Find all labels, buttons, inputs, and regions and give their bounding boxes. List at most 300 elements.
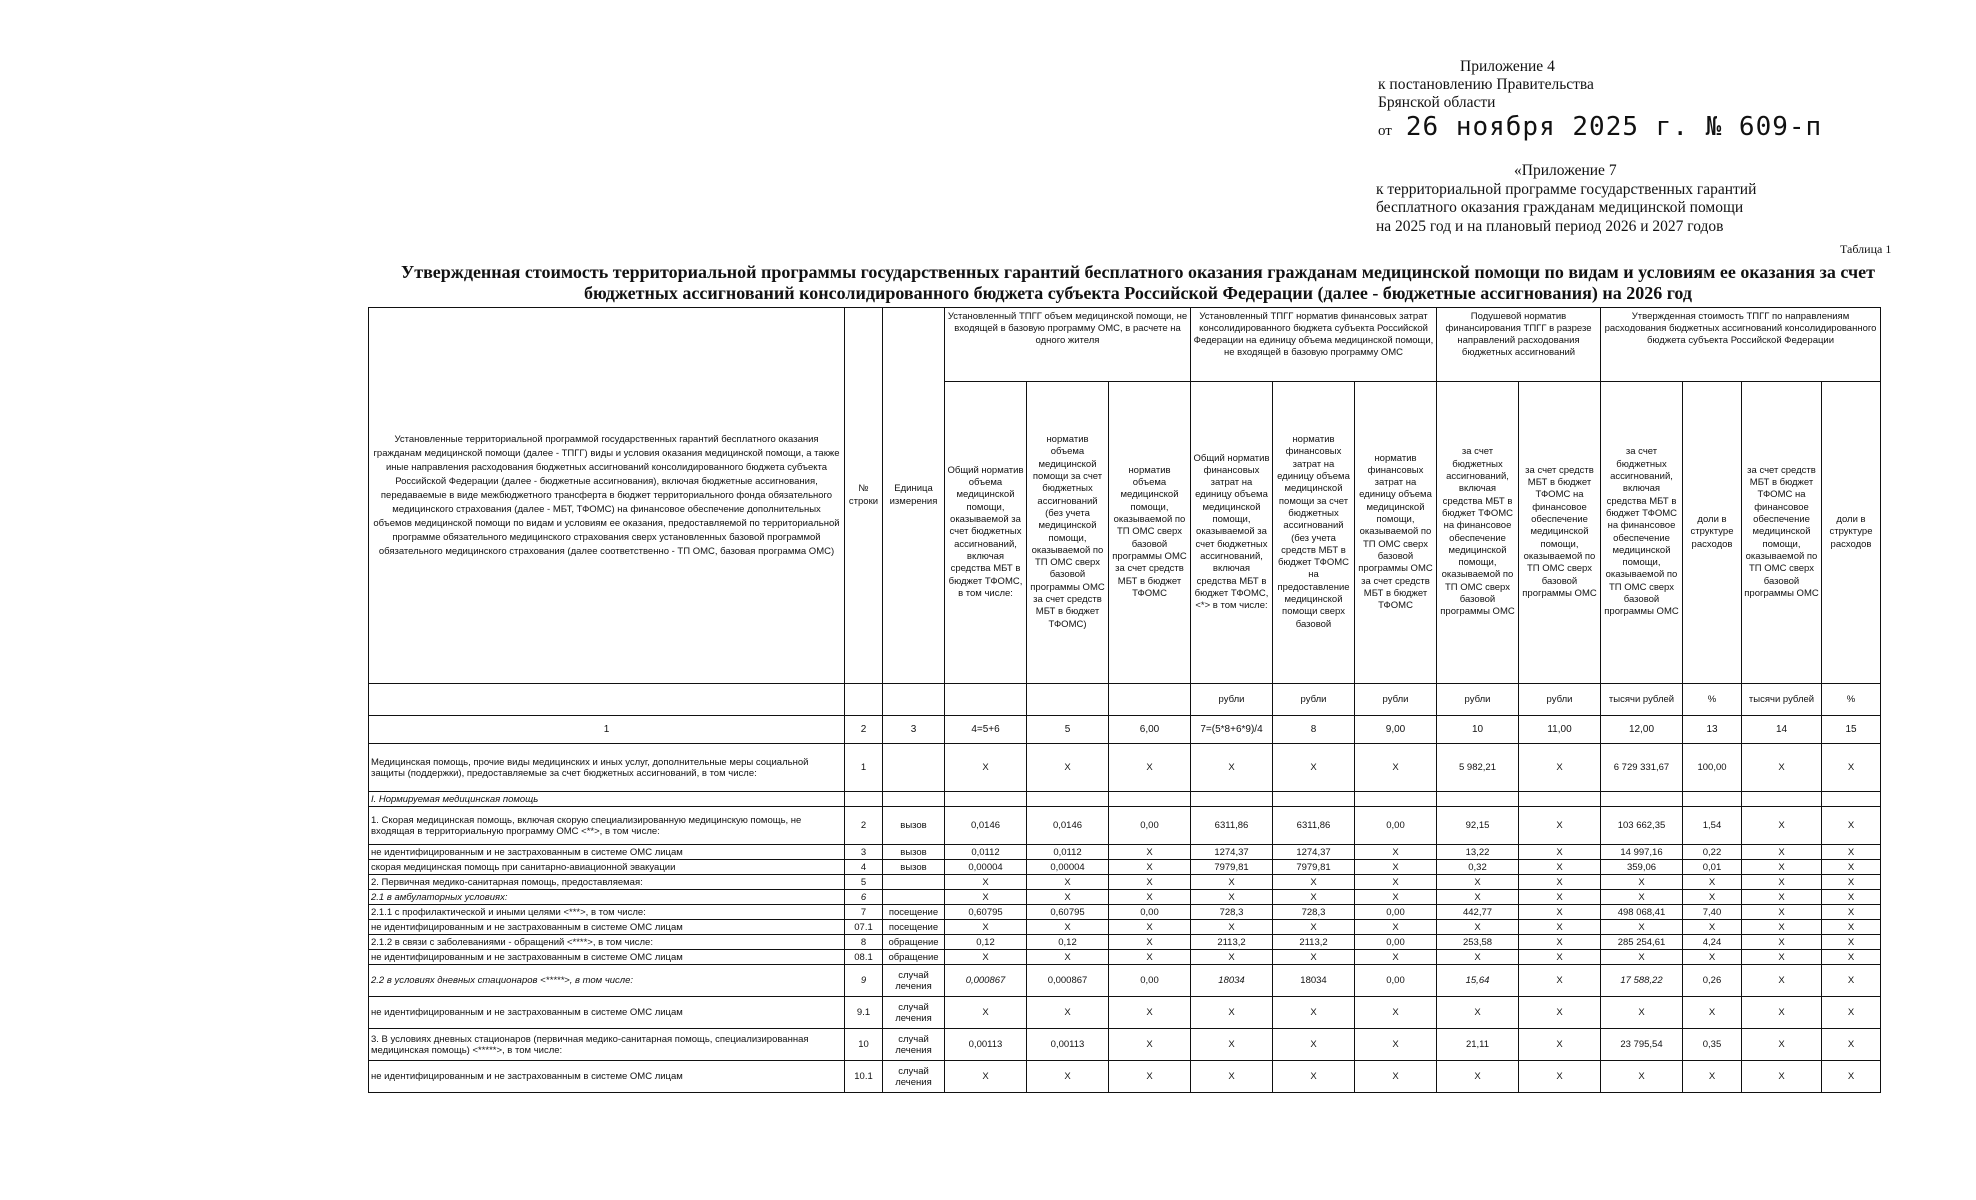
value-cell: X bbox=[1683, 875, 1742, 890]
value-cell: X bbox=[1683, 890, 1742, 905]
table-row bbox=[369, 965, 1881, 997]
value-cell: X bbox=[1273, 920, 1355, 935]
value-cell: 0,00 bbox=[1355, 905, 1437, 920]
value-cell: 0,12 bbox=[1027, 935, 1109, 950]
row-unit: вызов bbox=[883, 860, 945, 875]
annex-ref-line: к территориальной программе государственных гарантий bbox=[1376, 180, 1757, 198]
row-unit: вызов bbox=[883, 807, 945, 845]
annex-date: от 26 ноября 2025 г. № 609-п bbox=[1378, 112, 1823, 142]
value-cell: X bbox=[1109, 845, 1191, 860]
col-number: 6,00 bbox=[1109, 716, 1191, 744]
value-cell: 13,22 bbox=[1437, 845, 1519, 860]
value-cell: 0,00 bbox=[1109, 807, 1191, 845]
value-cell: 1274,37 bbox=[1273, 845, 1355, 860]
value-cell: X bbox=[1355, 875, 1437, 890]
value-cell: 14 997,16 bbox=[1601, 845, 1683, 860]
row-unit: обращение bbox=[883, 935, 945, 950]
row-number: 07.1 bbox=[845, 920, 883, 935]
value-cell bbox=[1437, 792, 1519, 807]
table-row bbox=[369, 890, 1881, 905]
value-cell: X bbox=[1519, 965, 1601, 997]
annex-reference bbox=[1376, 162, 1936, 236]
value-cell: X bbox=[1191, 920, 1273, 935]
value-cell: X bbox=[1355, 950, 1437, 965]
value-cell: 0,00 bbox=[1355, 935, 1437, 950]
value-cell: X bbox=[1742, 965, 1822, 997]
table-row bbox=[369, 845, 1881, 860]
col-number: 14 bbox=[1742, 716, 1822, 744]
col-number: 9,00 bbox=[1355, 716, 1437, 744]
unit-cell bbox=[1027, 684, 1109, 716]
row-number: 5 bbox=[845, 875, 883, 890]
value-cell: 0,00113 bbox=[1027, 1029, 1109, 1061]
value-cell: X bbox=[1683, 920, 1742, 935]
value-cell: X bbox=[1437, 890, 1519, 905]
value-cell: X bbox=[1742, 920, 1822, 935]
value-cell: X bbox=[1109, 935, 1191, 950]
unit-cell: рубли bbox=[1273, 684, 1355, 716]
value-cell: 498 068,41 bbox=[1601, 905, 1683, 920]
row-number: 4 bbox=[845, 860, 883, 875]
col-number: 13 bbox=[1683, 716, 1742, 744]
value-cell: 1,54 bbox=[1683, 807, 1742, 845]
value-cell: 92,15 bbox=[1437, 807, 1519, 845]
value-cell: X bbox=[1519, 875, 1601, 890]
header-sub: норматив финансовых затрат на единицу объема медицинской помощи за счет бюджетных ассигнований (без учета средств МБТ в бюджет ТФОМС на предоставление медицинской помощи сверх базовой bbox=[1273, 382, 1355, 684]
col-number: 1 bbox=[369, 716, 845, 744]
value-cell: X bbox=[1519, 807, 1601, 845]
value-cell: X bbox=[1742, 905, 1822, 920]
row-number bbox=[845, 792, 883, 807]
header-sub: доли в структуре расходов bbox=[1822, 382, 1881, 684]
value-cell: X bbox=[1109, 1061, 1191, 1093]
row-description: не идентифицированным и не застрахованным в системе ОМС лицам bbox=[369, 845, 845, 860]
value-cell: X bbox=[1191, 997, 1273, 1029]
header-sub: Общий норматив объема медицинской помощи, оказываемой за счет бюджетных ассигнований, включая средства МБТ в бюджет ТФОМС, в том числе: bbox=[945, 382, 1027, 684]
header-sub: норматив объема медицинской помощи, оказываемой по ТП ОМС сверх базовой программы ОМС за счет средств МБТ в бюджет ТФОМС bbox=[1109, 382, 1191, 684]
value-cell: X bbox=[1109, 997, 1191, 1029]
value-cell: X bbox=[1437, 1061, 1519, 1093]
header-volume-group: Установленный ТПГГ объем медицинской помощи, не входящей в базовую программу ОМС, в расчете на одного жителя bbox=[945, 308, 1191, 382]
row-number: 8 bbox=[845, 935, 883, 950]
value-cell: 0,22 bbox=[1683, 845, 1742, 860]
row-description: 2.1 в амбулаторных условиях: bbox=[369, 890, 845, 905]
value-cell: X bbox=[1027, 920, 1109, 935]
header-per-capita-group: Подушевой норматив финансирования ТПГГ в разрезе направлений расходования бюджетных ассигнований bbox=[1437, 308, 1601, 382]
value-cell: 0,000867 bbox=[945, 965, 1027, 997]
value-cell: X bbox=[1437, 920, 1519, 935]
value-cell: 0,00 bbox=[1109, 965, 1191, 997]
row-description: Медицинская помощь, прочие виды медицинских и иных услуг, дополнительные меры социальной защиты (поддержки), предоставляемые за счет бюджетных ассигнований, в том числе: bbox=[369, 744, 845, 792]
row-number: 9.1 bbox=[845, 997, 883, 1029]
value-cell: X bbox=[945, 744, 1027, 792]
value-cell: X bbox=[1519, 920, 1601, 935]
value-cell: 0,60795 bbox=[1027, 905, 1109, 920]
value-cell: X bbox=[1027, 950, 1109, 965]
value-cell: X bbox=[1519, 845, 1601, 860]
value-cell: X bbox=[1822, 890, 1881, 905]
value-cell: 0,00113 bbox=[945, 1029, 1027, 1061]
row-description: не идентифицированным и не застрахованным в системе ОМС лицам bbox=[369, 1061, 845, 1093]
value-cell: X bbox=[1437, 997, 1519, 1029]
value-cell: X bbox=[1742, 950, 1822, 965]
value-cell bbox=[1601, 792, 1683, 807]
row-unit bbox=[883, 875, 945, 890]
annex-header bbox=[1378, 58, 1938, 146]
table-row bbox=[369, 1061, 1881, 1093]
value-cell: X bbox=[1601, 890, 1683, 905]
value-cell: 0,0112 bbox=[1027, 845, 1109, 860]
value-cell: X bbox=[1355, 997, 1437, 1029]
value-cell: X bbox=[1191, 744, 1273, 792]
value-cell: X bbox=[945, 950, 1027, 965]
table-row bbox=[369, 950, 1881, 965]
row-unit bbox=[883, 744, 945, 792]
value-cell: 5 982,21 bbox=[1437, 744, 1519, 792]
value-cell: X bbox=[1027, 875, 1109, 890]
value-cell: X bbox=[1109, 860, 1191, 875]
value-cell: X bbox=[1601, 875, 1683, 890]
header-sub: Общий норматив финансовых затрат на единицу объема медицинской помощи, оказываемой за счет бюджетных ассигнований, включая средства МБТ в бюджет ТФОМС, <*> в том числе: bbox=[1191, 382, 1273, 684]
value-cell: X bbox=[1027, 744, 1109, 792]
value-cell: 23 795,54 bbox=[1601, 1029, 1683, 1061]
value-cell: 253,58 bbox=[1437, 935, 1519, 950]
value-cell: X bbox=[1519, 905, 1601, 920]
table-label: Таблица 1 bbox=[1840, 242, 1892, 256]
value-cell: X bbox=[1519, 1029, 1601, 1061]
value-cell: X bbox=[1519, 890, 1601, 905]
value-cell: X bbox=[1027, 890, 1109, 905]
unit-cell bbox=[845, 684, 883, 716]
table-row bbox=[369, 935, 1881, 950]
value-cell: 7,40 bbox=[1683, 905, 1742, 920]
row-description: 2.1.2 в связи с заболеваниями - обращений <****>, в том числе: bbox=[369, 935, 845, 950]
unit-cell: тысячи рублей bbox=[1601, 684, 1683, 716]
value-cell: X bbox=[1191, 1061, 1273, 1093]
value-cell: X bbox=[1273, 1029, 1355, 1061]
col-number: 3 bbox=[883, 716, 945, 744]
value-cell: X bbox=[1601, 950, 1683, 965]
value-cell: 15,64 bbox=[1437, 965, 1519, 997]
value-cell: X bbox=[1822, 744, 1881, 792]
header-sub: за счет средств МБТ в бюджет ТФОМС на финансовое обеспечение медицинской помощи, оказываемой по ТП ОМС сверх базовой программы ОМС bbox=[1519, 382, 1601, 684]
value-cell: 7979,81 bbox=[1191, 860, 1273, 875]
col-number: 4=5+6 bbox=[945, 716, 1027, 744]
value-cell: X bbox=[1822, 875, 1881, 890]
value-cell bbox=[1109, 792, 1191, 807]
value-cell: X bbox=[1822, 845, 1881, 860]
value-cell: X bbox=[1273, 950, 1355, 965]
header-cost-norm-group: Установленный ТПГГ норматив финансовых затрат консолидированного бюджета субъекта Российской Федерации на единицу объема медицинской помощи, не входящей в базовую программу ОМС bbox=[1191, 308, 1437, 382]
value-cell: 442,77 bbox=[1437, 905, 1519, 920]
header-description: Установленные территориальной программой государственных гарантий бесплатного оказания гражданам медицинской помощи (далее - ТПГГ) виды и условия оказания медицинской помощи, а также иные направления расходования бюджетных ассигнований консолидированного бюджета субъекта Российской Федерации (далее - бюджетные ассигнования), включая бюджетные ассигнования, передаваемые в виде межбюджетного трансферта в бюджет территориального фонда обязательного медицинского страхования (далее - МБТ, ТФОМС) на финансовое обеспечение дополнительных объемов медицинской помощи по видам и условиям ее оказания, предоставляемой по территориальной программе обязательного медицинского страхования сверх установленных базовой программой обязательного медицинского страхования (далее соответственно - ТП ОМС, базовая программа ОМС) bbox=[369, 308, 845, 684]
value-cell: 0,60795 bbox=[945, 905, 1027, 920]
value-cell: X bbox=[1109, 744, 1191, 792]
value-cell: 0,12 bbox=[945, 935, 1027, 950]
table-row bbox=[369, 875, 1881, 890]
value-cell: X bbox=[1742, 875, 1822, 890]
value-cell: 0,000867 bbox=[1027, 965, 1109, 997]
value-cell: X bbox=[1822, 1029, 1881, 1061]
value-cell: 6 729 331,67 bbox=[1601, 744, 1683, 792]
row-number: 10.1 bbox=[845, 1061, 883, 1093]
value-cell: X bbox=[1437, 950, 1519, 965]
value-cell: X bbox=[1683, 1061, 1742, 1093]
row-description: не идентифицированным и не застрахованным в системе ОМС лицам bbox=[369, 997, 845, 1029]
value-cell: X bbox=[945, 1061, 1027, 1093]
value-cell: 0,35 bbox=[1683, 1029, 1742, 1061]
unit-cell: рубли bbox=[1519, 684, 1601, 716]
title-line: бюджетных ассигнований консолидированного бюджета субъекта Российской Федерации (далее - бюджетные ассигнования) на 2026 год bbox=[583, 283, 1693, 303]
header-sub: норматив объема медицинской помощи за счет бюджетных ассигнований (без учета медицинской помощи, оказываемой по ТП ОМС сверх базовой программы ОМС за счет средств МБТ в бюджет ТФОМС) bbox=[1027, 382, 1109, 684]
row-unit: случай лечения bbox=[883, 1029, 945, 1061]
value-cell: X bbox=[1355, 920, 1437, 935]
value-cell: X bbox=[1742, 860, 1822, 875]
row-unit: случай лечения bbox=[883, 965, 945, 997]
table-row bbox=[369, 997, 1881, 1029]
row-unit: посещение bbox=[883, 905, 945, 920]
value-cell: X bbox=[1109, 950, 1191, 965]
value-cell: 17 588,22 bbox=[1601, 965, 1683, 997]
value-cell: X bbox=[1742, 935, 1822, 950]
row-description: 2. Первичная медико-санитарная помощь, предоставляемая: bbox=[369, 875, 845, 890]
value-cell: X bbox=[1273, 1061, 1355, 1093]
value-cell: 18034 bbox=[1273, 965, 1355, 997]
value-cell: 1274,37 bbox=[1191, 845, 1273, 860]
value-cell: 0,00004 bbox=[1027, 860, 1109, 875]
value-cell: 4,24 bbox=[1683, 935, 1742, 950]
table-row bbox=[369, 860, 1881, 875]
header-row-number: № строки bbox=[845, 308, 883, 684]
row-unit: обращение bbox=[883, 950, 945, 965]
column-numbers-row bbox=[369, 716, 1881, 744]
value-cell: 21,11 bbox=[1437, 1029, 1519, 1061]
value-cell: X bbox=[1273, 890, 1355, 905]
value-cell: X bbox=[1742, 744, 1822, 792]
header-sub: норматив финансовых затрат на единицу объема медицинской помощи, оказываемой по ТП ОМС сверх базовой программы ОМС за счет средств МБТ в бюджет ТФОМС bbox=[1355, 382, 1437, 684]
unit-cell bbox=[1109, 684, 1191, 716]
value-cell: X bbox=[945, 875, 1027, 890]
value-cell: X bbox=[1273, 875, 1355, 890]
value-cell: X bbox=[1742, 890, 1822, 905]
value-cell: X bbox=[1742, 807, 1822, 845]
value-cell: X bbox=[1601, 997, 1683, 1029]
value-cell: X bbox=[945, 997, 1027, 1029]
row-number: 10 bbox=[845, 1029, 883, 1061]
value-cell: X bbox=[1519, 935, 1601, 950]
title-line: Утвержденная стоимость территориальной программы государственных гарантий бесплатного оказания гражданам медицинской помощи по видам и условиям ее оказания за счет bbox=[401, 262, 1875, 282]
value-cell: X bbox=[945, 890, 1027, 905]
value-cell: X bbox=[1822, 807, 1881, 845]
row-description: 2.2 в условиях дневных стационаров <*****>, в том числе: bbox=[369, 965, 845, 997]
unit-cell: рубли bbox=[1355, 684, 1437, 716]
value-cell: 0,00 bbox=[1109, 905, 1191, 920]
value-cell: X bbox=[1109, 1029, 1191, 1061]
col-number: 11,00 bbox=[1519, 716, 1601, 744]
value-cell: X bbox=[1191, 950, 1273, 965]
value-cell: X bbox=[1742, 845, 1822, 860]
value-cell: 0,0146 bbox=[945, 807, 1027, 845]
row-number: 3 bbox=[845, 845, 883, 860]
table-row bbox=[369, 744, 1881, 792]
row-description: не идентифицированным и не застрахованным в системе ОМС лицам bbox=[369, 950, 845, 965]
row-description: 3. В условиях дневных стационаров (первичная медико-санитарная помощь, специализированная медицинская помощь) <*****>, в том числе: bbox=[369, 1029, 845, 1061]
value-cell: X bbox=[1355, 845, 1437, 860]
value-cell: 728,3 bbox=[1191, 905, 1273, 920]
row-number: 2 bbox=[845, 807, 883, 845]
value-cell: X bbox=[1822, 860, 1881, 875]
row-number: 6 bbox=[845, 890, 883, 905]
value-cell bbox=[1519, 792, 1601, 807]
value-cell: X bbox=[1519, 1061, 1601, 1093]
row-number: 9 bbox=[845, 965, 883, 997]
header-sub: доли в структуре расходов bbox=[1683, 382, 1742, 684]
value-cell: X bbox=[1027, 997, 1109, 1029]
row-description: 1. Скорая медицинская помощь, включая скорую специализированную медицинскую помощь, не входящая в территориальную программу ОМС <**>, в том числе: bbox=[369, 807, 845, 845]
value-cell: X bbox=[1109, 920, 1191, 935]
value-cell: 728,3 bbox=[1273, 905, 1355, 920]
row-description: 2.1.1 с профилактической и иными целями <***>, в том числе: bbox=[369, 905, 845, 920]
row-description: I. Нормируемая медицинская помощь bbox=[369, 792, 845, 807]
unit-cell: % bbox=[1683, 684, 1742, 716]
value-cell: 0,26 bbox=[1683, 965, 1742, 997]
value-cell: X bbox=[1822, 997, 1881, 1029]
value-cell: 0,00004 bbox=[945, 860, 1027, 875]
row-unit: случай лечения bbox=[883, 997, 945, 1029]
annex-line: Брянской области bbox=[1378, 94, 1496, 111]
value-cell: X bbox=[1601, 1061, 1683, 1093]
value-cell: 0,0146 bbox=[1027, 807, 1109, 845]
header-approved-cost-group: Утвержденная стоимость ТПГГ по направлениям расходования бюджетных ассигнований консолидированного бюджета субъекта Российской Федерации bbox=[1601, 308, 1881, 382]
value-cell: 7979,81 bbox=[1273, 860, 1355, 875]
col-number: 2 bbox=[845, 716, 883, 744]
annex-ref-line: «Приложение 7 bbox=[1514, 162, 1617, 179]
value-cell: X bbox=[1519, 950, 1601, 965]
row-description: скорая медицинская помощь при санитарно-авиационной эвакуации bbox=[369, 860, 845, 875]
annex-line: к постановлению Правительства bbox=[1378, 76, 1594, 93]
cost-table bbox=[368, 307, 1881, 1093]
value-cell bbox=[945, 792, 1027, 807]
value-cell: 0,32 bbox=[1437, 860, 1519, 875]
annex-ref-line: на 2025 год и на плановый период 2026 и 2027 годов bbox=[1376, 217, 1724, 235]
value-cell bbox=[1683, 792, 1742, 807]
value-cell: 2113,2 bbox=[1191, 935, 1273, 950]
value-cell: 18034 bbox=[1191, 965, 1273, 997]
header-sub: за счет бюджетных ассигнований, включая средства МБТ в бюджет ТФОМС на финансовое обеспечение медицинской помощи, оказываемой по ТП ОМС сверх базовой программы ОМС bbox=[1601, 382, 1683, 684]
table-row bbox=[369, 792, 1881, 807]
value-cell: X bbox=[1822, 965, 1881, 997]
table-row bbox=[369, 1029, 1881, 1061]
value-cell: X bbox=[1683, 997, 1742, 1029]
value-cell: X bbox=[1109, 875, 1191, 890]
value-cell: X bbox=[1683, 950, 1742, 965]
unit-cell: % bbox=[1822, 684, 1881, 716]
value-cell: X bbox=[1822, 935, 1881, 950]
value-cell bbox=[1355, 792, 1437, 807]
value-cell bbox=[1027, 792, 1109, 807]
col-number: 5 bbox=[1027, 716, 1109, 744]
value-cell: X bbox=[1519, 860, 1601, 875]
value-cell bbox=[1742, 792, 1822, 807]
unit-cell: рубли bbox=[1191, 684, 1273, 716]
table-row bbox=[369, 807, 1881, 845]
unit-cell bbox=[945, 684, 1027, 716]
units-row bbox=[369, 684, 1881, 716]
unit-cell: тысячи рублей bbox=[1742, 684, 1822, 716]
value-cell bbox=[1273, 792, 1355, 807]
value-cell: X bbox=[1191, 890, 1273, 905]
col-number: 8 bbox=[1273, 716, 1355, 744]
table-body bbox=[369, 744, 1881, 1093]
value-cell: X bbox=[1822, 920, 1881, 935]
row-number: 08.1 bbox=[845, 950, 883, 965]
unit-cell: рубли bbox=[1437, 684, 1519, 716]
value-cell: 0,00 bbox=[1355, 965, 1437, 997]
value-cell: X bbox=[1742, 997, 1822, 1029]
value-cell: X bbox=[1822, 950, 1881, 965]
value-cell: X bbox=[1191, 875, 1273, 890]
row-unit: посещение bbox=[883, 920, 945, 935]
value-cell: X bbox=[1355, 744, 1437, 792]
value-cell: X bbox=[1742, 1061, 1822, 1093]
value-cell: 6311,86 bbox=[1191, 807, 1273, 845]
value-cell: X bbox=[1742, 1029, 1822, 1061]
col-number: 12,00 bbox=[1601, 716, 1683, 744]
value-cell: X bbox=[1519, 744, 1601, 792]
document-title bbox=[368, 262, 1908, 304]
value-cell: 100,00 bbox=[1683, 744, 1742, 792]
value-cell: X bbox=[1109, 890, 1191, 905]
value-cell: X bbox=[1355, 860, 1437, 875]
col-number: 7=(5*8+6*9)/4 bbox=[1191, 716, 1273, 744]
value-cell: X bbox=[1355, 890, 1437, 905]
value-cell: X bbox=[1822, 1061, 1881, 1093]
annex-number: Приложение 4 bbox=[1460, 58, 1555, 75]
table-row bbox=[369, 905, 1881, 920]
col-number: 15 bbox=[1822, 716, 1881, 744]
col-number: 10 bbox=[1437, 716, 1519, 744]
value-cell: X bbox=[1355, 1029, 1437, 1061]
row-unit bbox=[883, 792, 945, 807]
value-cell: X bbox=[1519, 997, 1601, 1029]
value-cell bbox=[1191, 792, 1273, 807]
header-sub: за счет средств МБТ в бюджет ТФОМС на финансовое обеспечение медицинской помощи, оказываемой по ТП ОМС сверх базовой программы ОМС bbox=[1742, 382, 1822, 684]
value-cell: 2113,2 bbox=[1273, 935, 1355, 950]
unit-cell bbox=[883, 684, 945, 716]
value-cell: X bbox=[945, 920, 1027, 935]
value-cell: X bbox=[1437, 875, 1519, 890]
annex-ref-line: бесплатного оказания гражданам медицинской помощи bbox=[1376, 199, 1744, 217]
value-cell: 103 662,35 bbox=[1601, 807, 1683, 845]
value-cell: X bbox=[1273, 997, 1355, 1029]
value-cell: X bbox=[1191, 1029, 1273, 1061]
row-unit: вызов bbox=[883, 845, 945, 860]
row-description: не идентифицированным и не застрахованным в системе ОМС лицам bbox=[369, 920, 845, 935]
value-cell: 359,06 bbox=[1601, 860, 1683, 875]
unit-cell bbox=[369, 684, 845, 716]
value-cell: 285 254,61 bbox=[1601, 935, 1683, 950]
table-row bbox=[369, 920, 1881, 935]
value-cell: X bbox=[1822, 905, 1881, 920]
header-unit: Единица измерения bbox=[883, 308, 945, 684]
row-unit: случай лечения bbox=[883, 1061, 945, 1093]
value-cell: 0,01 bbox=[1683, 860, 1742, 875]
value-cell: 0,0112 bbox=[945, 845, 1027, 860]
row-unit bbox=[883, 890, 945, 905]
value-cell: X bbox=[1601, 920, 1683, 935]
value-cell: 0,00 bbox=[1355, 807, 1437, 845]
value-cell bbox=[1822, 792, 1881, 807]
